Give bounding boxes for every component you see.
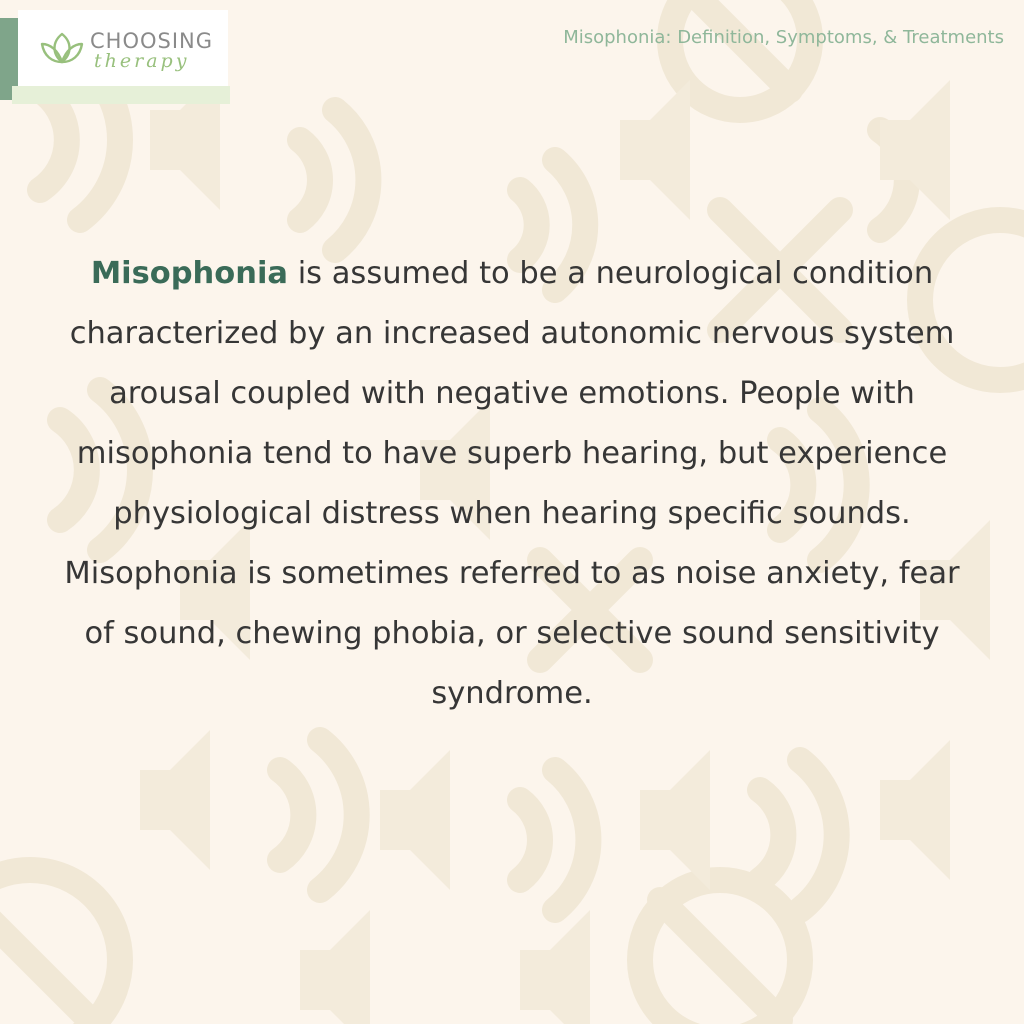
keyword-term: Misophonia xyxy=(90,256,288,291)
definition-paragraph xyxy=(60,244,964,724)
page-title: Misophonia: Definition, Symptoms, & Treatments xyxy=(563,27,1004,48)
mute-circle-icon xyxy=(660,900,780,1020)
definition-body: is assumed to be a neurological condition characterized by an increased autonomic nervous system arousal coupled with negative emotions. People with misophonia tend to have superb hearing, but experience physiological distress when hearing specific sounds. Misophonia is sometimes referred to as noise anxiety, fear of sound, chewing phobia, or selective sound sensitivity syndrome. xyxy=(64,256,960,711)
logo-card xyxy=(18,10,228,86)
speaker-icon xyxy=(640,750,710,890)
brand-logo[interactable] xyxy=(0,0,240,110)
sound-wave-icon xyxy=(555,770,588,910)
sound-wave-icon xyxy=(320,740,357,890)
leaf-lotus-icon xyxy=(38,28,86,68)
sound-wave-icon xyxy=(300,140,320,220)
logo-script-text: therapy xyxy=(94,50,190,72)
speaker-icon xyxy=(880,740,950,880)
sound-wave-icon xyxy=(280,770,303,860)
sound-wave-icon xyxy=(800,760,837,910)
sound-wave-icon xyxy=(520,800,540,880)
speaker-icon xyxy=(620,80,690,220)
speaker-icon xyxy=(520,910,590,1024)
logo-text: CHOOSING xyxy=(90,29,214,53)
mute-circle-icon xyxy=(0,900,90,1020)
speaker-icon xyxy=(140,730,210,870)
logo-accent-bar xyxy=(12,86,230,104)
speaker-icon xyxy=(300,910,370,1024)
speaker-icon xyxy=(380,750,450,890)
sound-wave-icon xyxy=(335,110,368,250)
sound-wave-icon xyxy=(760,790,783,880)
